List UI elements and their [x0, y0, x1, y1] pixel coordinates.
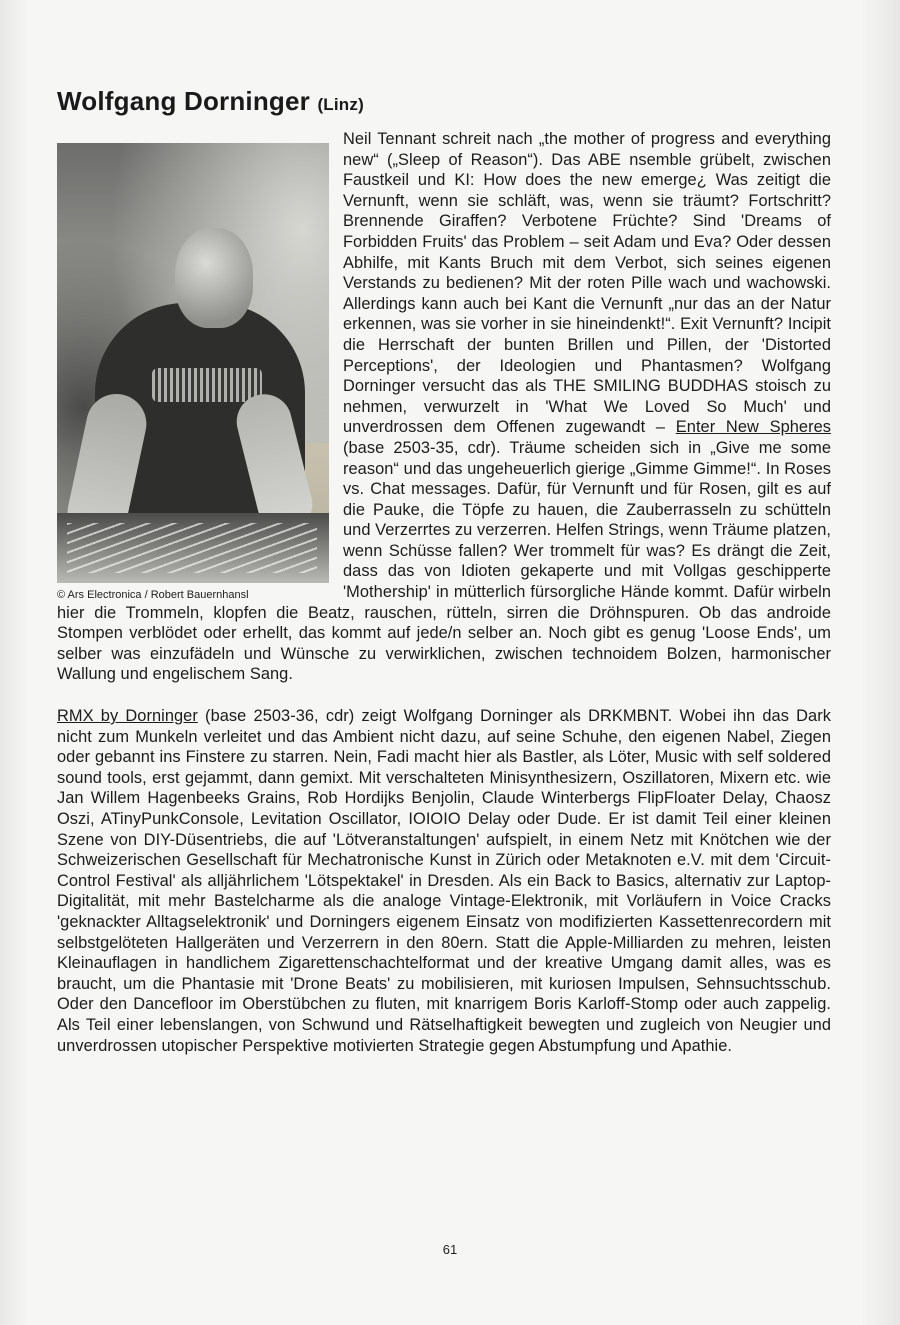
- artist-location: (Linz): [317, 95, 364, 114]
- release-title-link[interactable]: Enter New Spheres: [675, 418, 831, 437]
- text-segment: (base 2503-36, cdr) zeigt Wolfgang Dorninger als DRKMBNT. Wobei ihn das Dark nicht zum Munkeln verleitet und das Ambient nicht dazu, auf seine Schuhe, den eigenen Nabel, Ziegen oder gebannt ins Finstere zu starren. Nein, Fadi macht hier als Bastler, als Löter, Music with self soldered sound tools, erst gejammt, dann gemixt. Mit verschalteten Minisynthesizern, Oszillatoren, Mixern etc. wie Jan Willem Hagenbeeks Grains, Rob Hordijks Benjolin, Claude Winterbergs FlipFloater Delay, Chaosz Oszi, ATinyPunkConsole, Levitation Oscillator, IOIOIO Delay oder Dude. Er ist damit Teil einer kleinen Szene von DIY-Düsentriebs, die auf 'Lötveranstaltungen' aufspielt, in einem Netz mit Knötchen wie der Schweizerischen Gesellschaft für Mechatronische Kunst in Zürich oder Metaknoten e.V. mit dem 'Circuit-Control Festival' als alljährlichem 'Lötspektakel' in Dresden. Als ein Back to Basics, alternativ zur Laptop-Digitalität, mit mehr Bastelcharme als die analoge Vintage-Elektronik, mit Vorläufern in Voice Cracks 'geknackter Alltagselektronik' und Dorningers eigenem Einsatz von modifizierten Kassettenrecordern mit selbstgelöteten Hallgeräten und Verzerrern in den 80ern. Statt die Apple-Milliarden zu mehren, leisten Kleinauflagen in handlichem Zigarettenschachtelformat und der kreative Umgang damit alles, was es braucht, um die Phantasie mit 'Drone Beats' zu mobilisieren, mit kuriosen Impulsen, Sehnsuchtsschub. Oder den Dancefloor im Oberstübchen zu fluten, mit knarrigem Boris Karloff-Stomp oder auch zappelig. Als Teil einer lebenslangen, von Schwund und Rätselhaftigkeit bewegten und zugleich von Neugier und unverdrossen utopischer Perspektive motivierten Strategie gegen Abstumpfung und Apathie.: [57, 707, 831, 1055]
- photo-figure: [57, 143, 329, 602]
- text-segment: Neil Tennant schreit nach „the mother of progress and everything new“ („Sleep of Reason“). Das ABE nsemble grübelt, zwischen Faustkeil und KI: How does the new emerge¿ Was zeitigt die Vernunft, wenn sie schläft, was, wenn sie träumt? Fortschritt? Brennende Giraffen? Verbotene Früchte? Sind 'Dreams of Forbidden Fruits' das Problem – seit Adam und Eva? Oder dessen Abhilfe, mit Kants Bruch mit dem Verbot, sich seines eigenen Verstands zu bedienen? Mit der roten Pille wach und wachowski. Allerdings kann auch bei Kant die Vernunft „nur das an der Natur erkennen, was sie vorher in sie hineindenkt!“. Exit Vernunft? Incipit die Herrschaft der bunten Brillen und Pillen, der 'Distorted Perceptions', der Ideologien und Phantasmen? Wolfgang Dorninger versucht das als THE SMILING BUDDHAS stoisch zu nehmen, verwurzelt in 'What We Loved So Much' und unverdrossen dem Offenen zugewandt –: [343, 130, 831, 437]
- release-title-link[interactable]: RMX by Dorninger: [57, 707, 198, 726]
- artist-name: Wolfgang Dorninger: [57, 86, 310, 116]
- artist-photo: [57, 143, 329, 583]
- text-segment: (base 2503-35, cdr). Träume scheiden sich in „Give me some reason“ und das ungeheuerlich gierige „Gimme Gimme!“. In Roses vs. Chat messages. Dafür, für Vernunft und für Rosen, gilt es auf die Pauke, die Töpfe zu hauen, die Zauberrasseln zu schütteln und Verzerrtes zu verzerren. Helfen Strings, wenn Träume platzen, wenn Schüsse fallen? Wer trommelt für was? Es drängt die Zeit, dass das von Idioten gekaperte und mit Vollgas geschipperte 'Mothership' in mütterlich fürsorgliche Hände kommt. Dafür wirbeln hier die Trommeln, klopfen die Beatz, rauschen, rütteln, sirren die Dröhnspuren. Ob das androide Stompen verblödet oder erhellt, das kommt auf jede/n selber an. Noch gibt es genug 'Loose Ends', um selber was einzufädeln und Wünsche zu verwirklichen, zwischen technoidem Bolzen, harmonischer Wallung und engelischem Sang.: [57, 438, 831, 684]
- article-heading: [57, 83, 831, 123]
- paragraph-2: [57, 706, 831, 1056]
- page-number: 61: [442, 1242, 458, 1257]
- photo-caption: © Ars Electronica / Robert Bauernhansl: [57, 589, 249, 601]
- article: [57, 83, 831, 1056]
